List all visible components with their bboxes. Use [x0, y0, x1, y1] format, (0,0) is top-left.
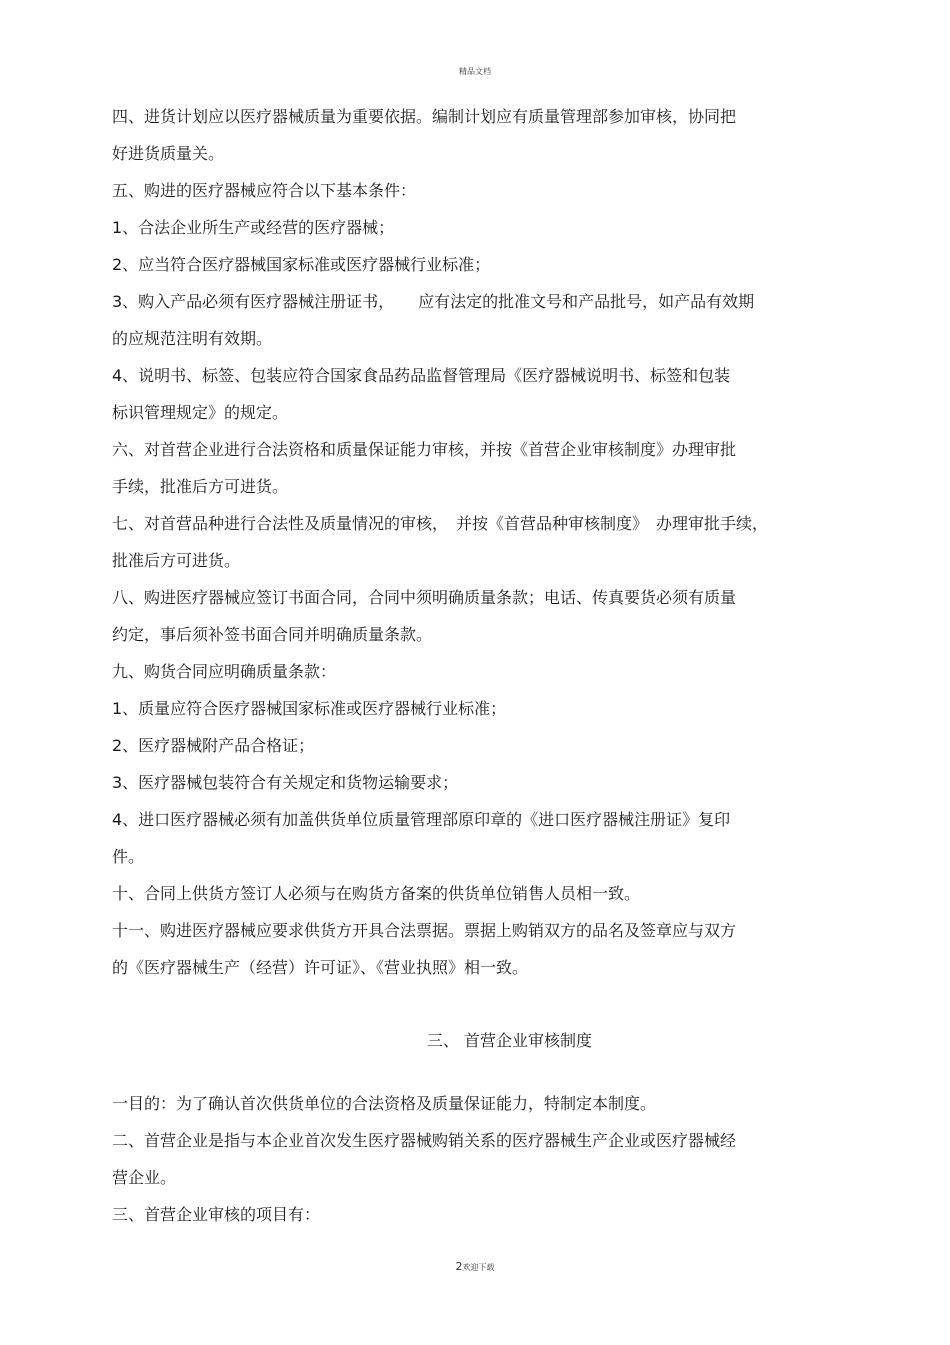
paragraph-line: 八、购进医疗器械应签订书面合同，合同中须明确质量条款；电话、传真要货必须有质量 [112, 588, 737, 607]
page-number: 2 [455, 1260, 463, 1273]
paragraph-line: 4、说明书、标签、包装应符合国家食品药品监督管理局《医疗器械说明书、标签和包装 [112, 366, 731, 385]
paragraph-line: 件。 [112, 847, 145, 866]
paragraph-line: 九、购货合同应明确质量条款： [112, 662, 337, 681]
paragraph-line: 营企业。 [112, 1168, 177, 1187]
paragraph-line: 的《医疗器械生产（经营）许可证》、《营业执照》相一致。 [112, 958, 529, 977]
page-header: 精品文档 [459, 67, 491, 76]
paragraph-line: 标识管理规定》的规定。 [112, 403, 289, 422]
paragraph-line: 四、进货计划应以医疗器械质量为重要依据。编制计划应有质量管理部参加审核，协同把 [112, 107, 737, 126]
paragraph-line: 十一、购进医疗器械应要求供货方开具合法票据。票据上购销双方的品名及签章应与双方 [112, 921, 737, 940]
paragraph-line: 2、应当符合医疗器械国家标准或医疗器械行业标准； [112, 255, 491, 274]
paragraph-line: 3、医疗器械包装符合有关规定和货物运输要求； [112, 773, 459, 792]
paragraph-line: 五、购进的医疗器械应符合以下基本条件： [112, 181, 417, 200]
bottom-paragraphs [112, 1085, 872, 1233]
page-footer [0, 1260, 950, 1273]
paragraph-line: 的应规范注明有效期。 [112, 329, 273, 348]
paragraph-line: 2、医疗器械附产品合格证； [112, 736, 315, 755]
paragraph-line: 十、合同上供货方签订人必须与在购货方备案的供货单位销售人员相一致。 [112, 884, 641, 903]
top-paragraphs [112, 98, 872, 986]
paragraph-line: 约定，事后须补签书面合同并明确质量条款。 [112, 625, 433, 644]
section-heading: 三、 首营企业审核制度 [426, 1031, 593, 1050]
paragraph-line: 好进货质量关。 [112, 144, 225, 163]
paragraph-line: 七、对首营品种进行合法性及质量情况的审核， 并按《首营品种审核制度》 办理审批手续， [112, 514, 769, 533]
paragraph-line: 1、合法企业所生产或经营的医疗器械； [112, 218, 395, 237]
document-body [112, 98, 872, 1233]
paragraph-line: 4、进口医疗器械必须有加盖供货单位质量管理部原印章的《进口医疗器械注册证》复印 [112, 810, 731, 829]
paragraph-line: 手续，批准后方可进货。 [112, 477, 289, 496]
paragraph-line: 批准后方可进货。 [112, 551, 241, 570]
paragraph-line: 二、首营企业是指与本企业首次发生医疗器械购销关系的医疗器械生产企业或医疗器械经 [112, 1131, 737, 1150]
paragraph-line: 3、购入产品必须有医疗器械注册证书， 应有法定的批准文号和产品批号，如产品有效期 [112, 292, 755, 311]
paragraph-line: 一目的：为了确认首次供货单位的合法资格及质量保证能力，特制定本制度。 [112, 1094, 657, 1113]
footer-text: 欢迎下载 [462, 1263, 495, 1272]
paragraph-line: 六、对首营企业进行合法资格和质量保证能力审核，并按《首营企业审核制度》办理审批 [112, 440, 737, 459]
paragraph-line: 1、质量应符合医疗器械国家标准或医疗器械行业标准； [112, 699, 507, 718]
paragraph-line: 三、首营企业审核的项目有： [112, 1205, 321, 1224]
